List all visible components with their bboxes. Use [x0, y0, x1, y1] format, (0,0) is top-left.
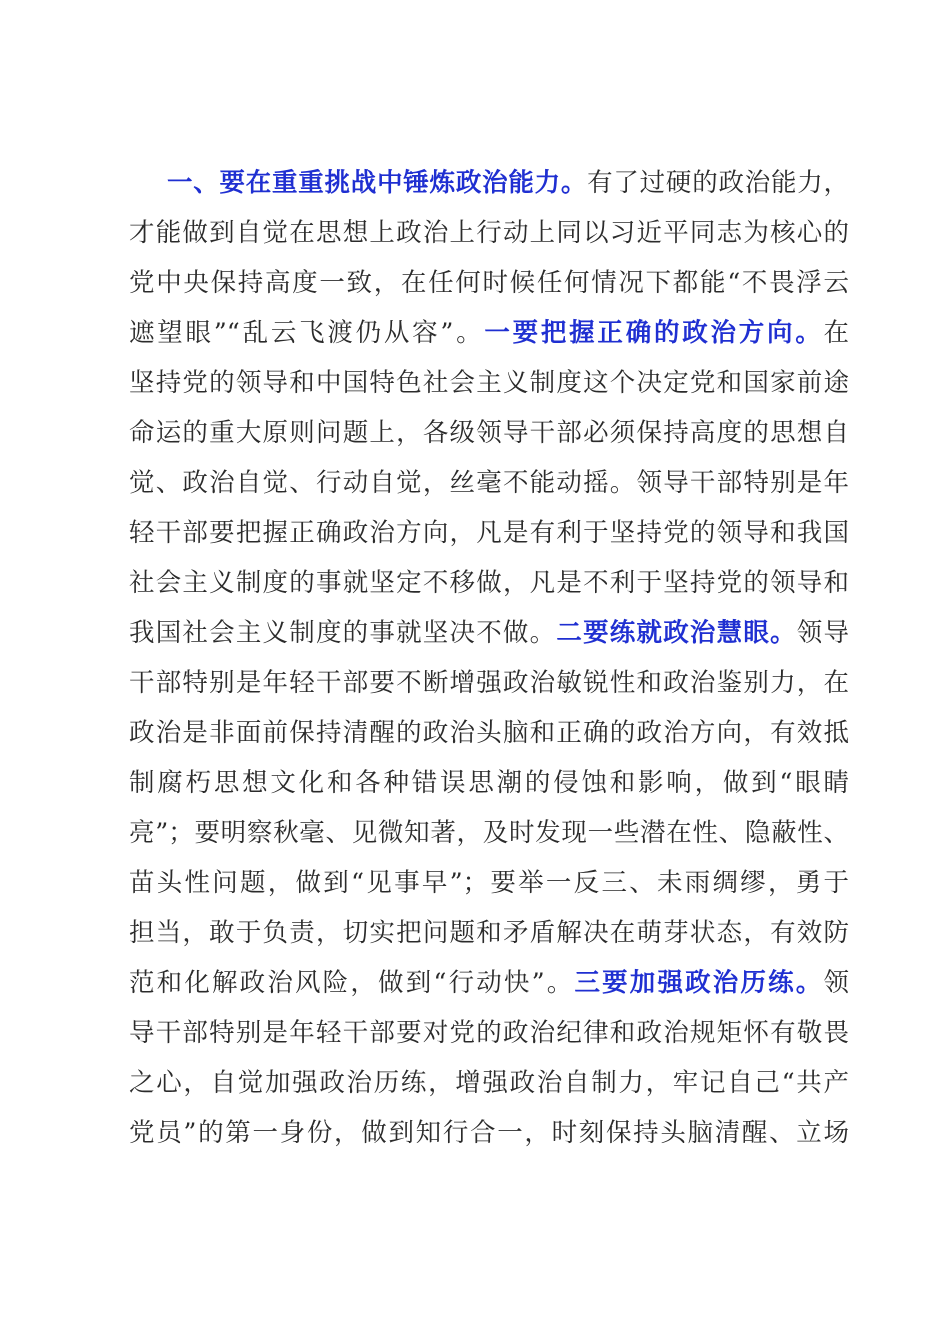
- highlighted-heading: 三要加强政治历练。: [574, 968, 824, 998]
- text-line: [129, 658, 849, 708]
- body-text: 领: [823, 968, 849, 998]
- text-line: [129, 1058, 849, 1108]
- text-line: [129, 958, 849, 1008]
- body-text: 遮望眼”“乱云飞渡仍从容”。: [129, 318, 485, 348]
- text-line: [129, 1108, 849, 1158]
- body-text: 轻干部要把握正确政治方向，凡是有利于坚持党的领导和我国: [129, 518, 849, 548]
- body-text: 之心，自觉加强政治历练，增强政治自制力，牢记自己“共产: [129, 1068, 849, 1098]
- body-text: 导干部特别是年轻干部要对党的政治纪律和政治规矩怀有敬畏: [129, 1018, 849, 1048]
- text-line: [129, 308, 849, 358]
- body-text: 坚持党的领导和中国特色社会主义制度这个决定党和国家前途: [129, 368, 849, 398]
- text-line: [129, 258, 849, 308]
- body-text: 担当，敢于负责，切实把问题和矛盾解决在萌芽状态，有效防: [129, 918, 849, 948]
- text-line: [129, 808, 849, 858]
- body-text: 觉、政治自觉、行动自觉，丝毫不能动摇。领导干部特别是年: [129, 468, 849, 498]
- body-text: 亮”；要明察秋毫、见微知著，及时发现一些潜在性、隐蔽性、: [129, 818, 849, 848]
- text-line: [129, 458, 849, 508]
- body-text: 我国社会主义制度的事就坚决不做。: [129, 618, 557, 648]
- highlighted-heading: 一、要在重重挑战中锤炼政治能力。: [167, 168, 588, 198]
- text-line: [129, 908, 849, 958]
- text-line: [129, 558, 849, 608]
- body-text: 领导: [796, 618, 849, 648]
- body-text: 制腐朽思想文化和各种错误思潮的侵蚀和影响，做到“眼睛: [129, 768, 849, 798]
- text-line: [129, 208, 849, 258]
- text-line: [129, 158, 849, 208]
- body-text: 范和化解政治风险，做到“行动快”。: [129, 968, 575, 998]
- body-text: 党员”的第一身份，做到知行合一，时刻保持头脑清醒、立场: [129, 1118, 849, 1148]
- highlighted-heading: 一要把握正确的政治方向。: [484, 318, 824, 348]
- text-line: [129, 358, 849, 408]
- body-text: 党中央保持高度一致，在任何时候任何情况下都能“不畏浮云: [129, 268, 849, 298]
- body-text: 在: [823, 318, 849, 348]
- text-line: [129, 708, 849, 758]
- text-line: [129, 408, 849, 458]
- text-line: [129, 758, 849, 808]
- body-text: 干部特别是年轻干部要不断增强政治敏锐性和政治鉴别力，在: [129, 668, 849, 698]
- highlighted-heading: 二要练就政治慧眼。: [556, 618, 797, 648]
- text-line: [129, 858, 849, 908]
- text-line: [129, 508, 849, 558]
- body-text: 社会主义制度的事就坚定不移做，凡是不利于坚持党的领导和: [129, 568, 849, 598]
- body-text: 命运的重大原则问题上，各级领导干部必须保持高度的思想自: [129, 418, 849, 448]
- body-text: 有了过硬的政治能力，: [587, 168, 849, 198]
- body-paragraph: [129, 158, 849, 1158]
- text-line: [129, 608, 849, 658]
- body-text: 才能做到自觉在思想上政治上行动上同以习近平同志为核心的: [129, 218, 849, 248]
- text-line: [129, 1008, 849, 1058]
- body-text: 苗头性问题，做到“见事早”；要举一反三、未雨绸缪，勇于: [129, 868, 849, 898]
- body-text: 政治是非面前保持清醒的政治头脑和正确的政治方向，有效抵: [129, 718, 849, 748]
